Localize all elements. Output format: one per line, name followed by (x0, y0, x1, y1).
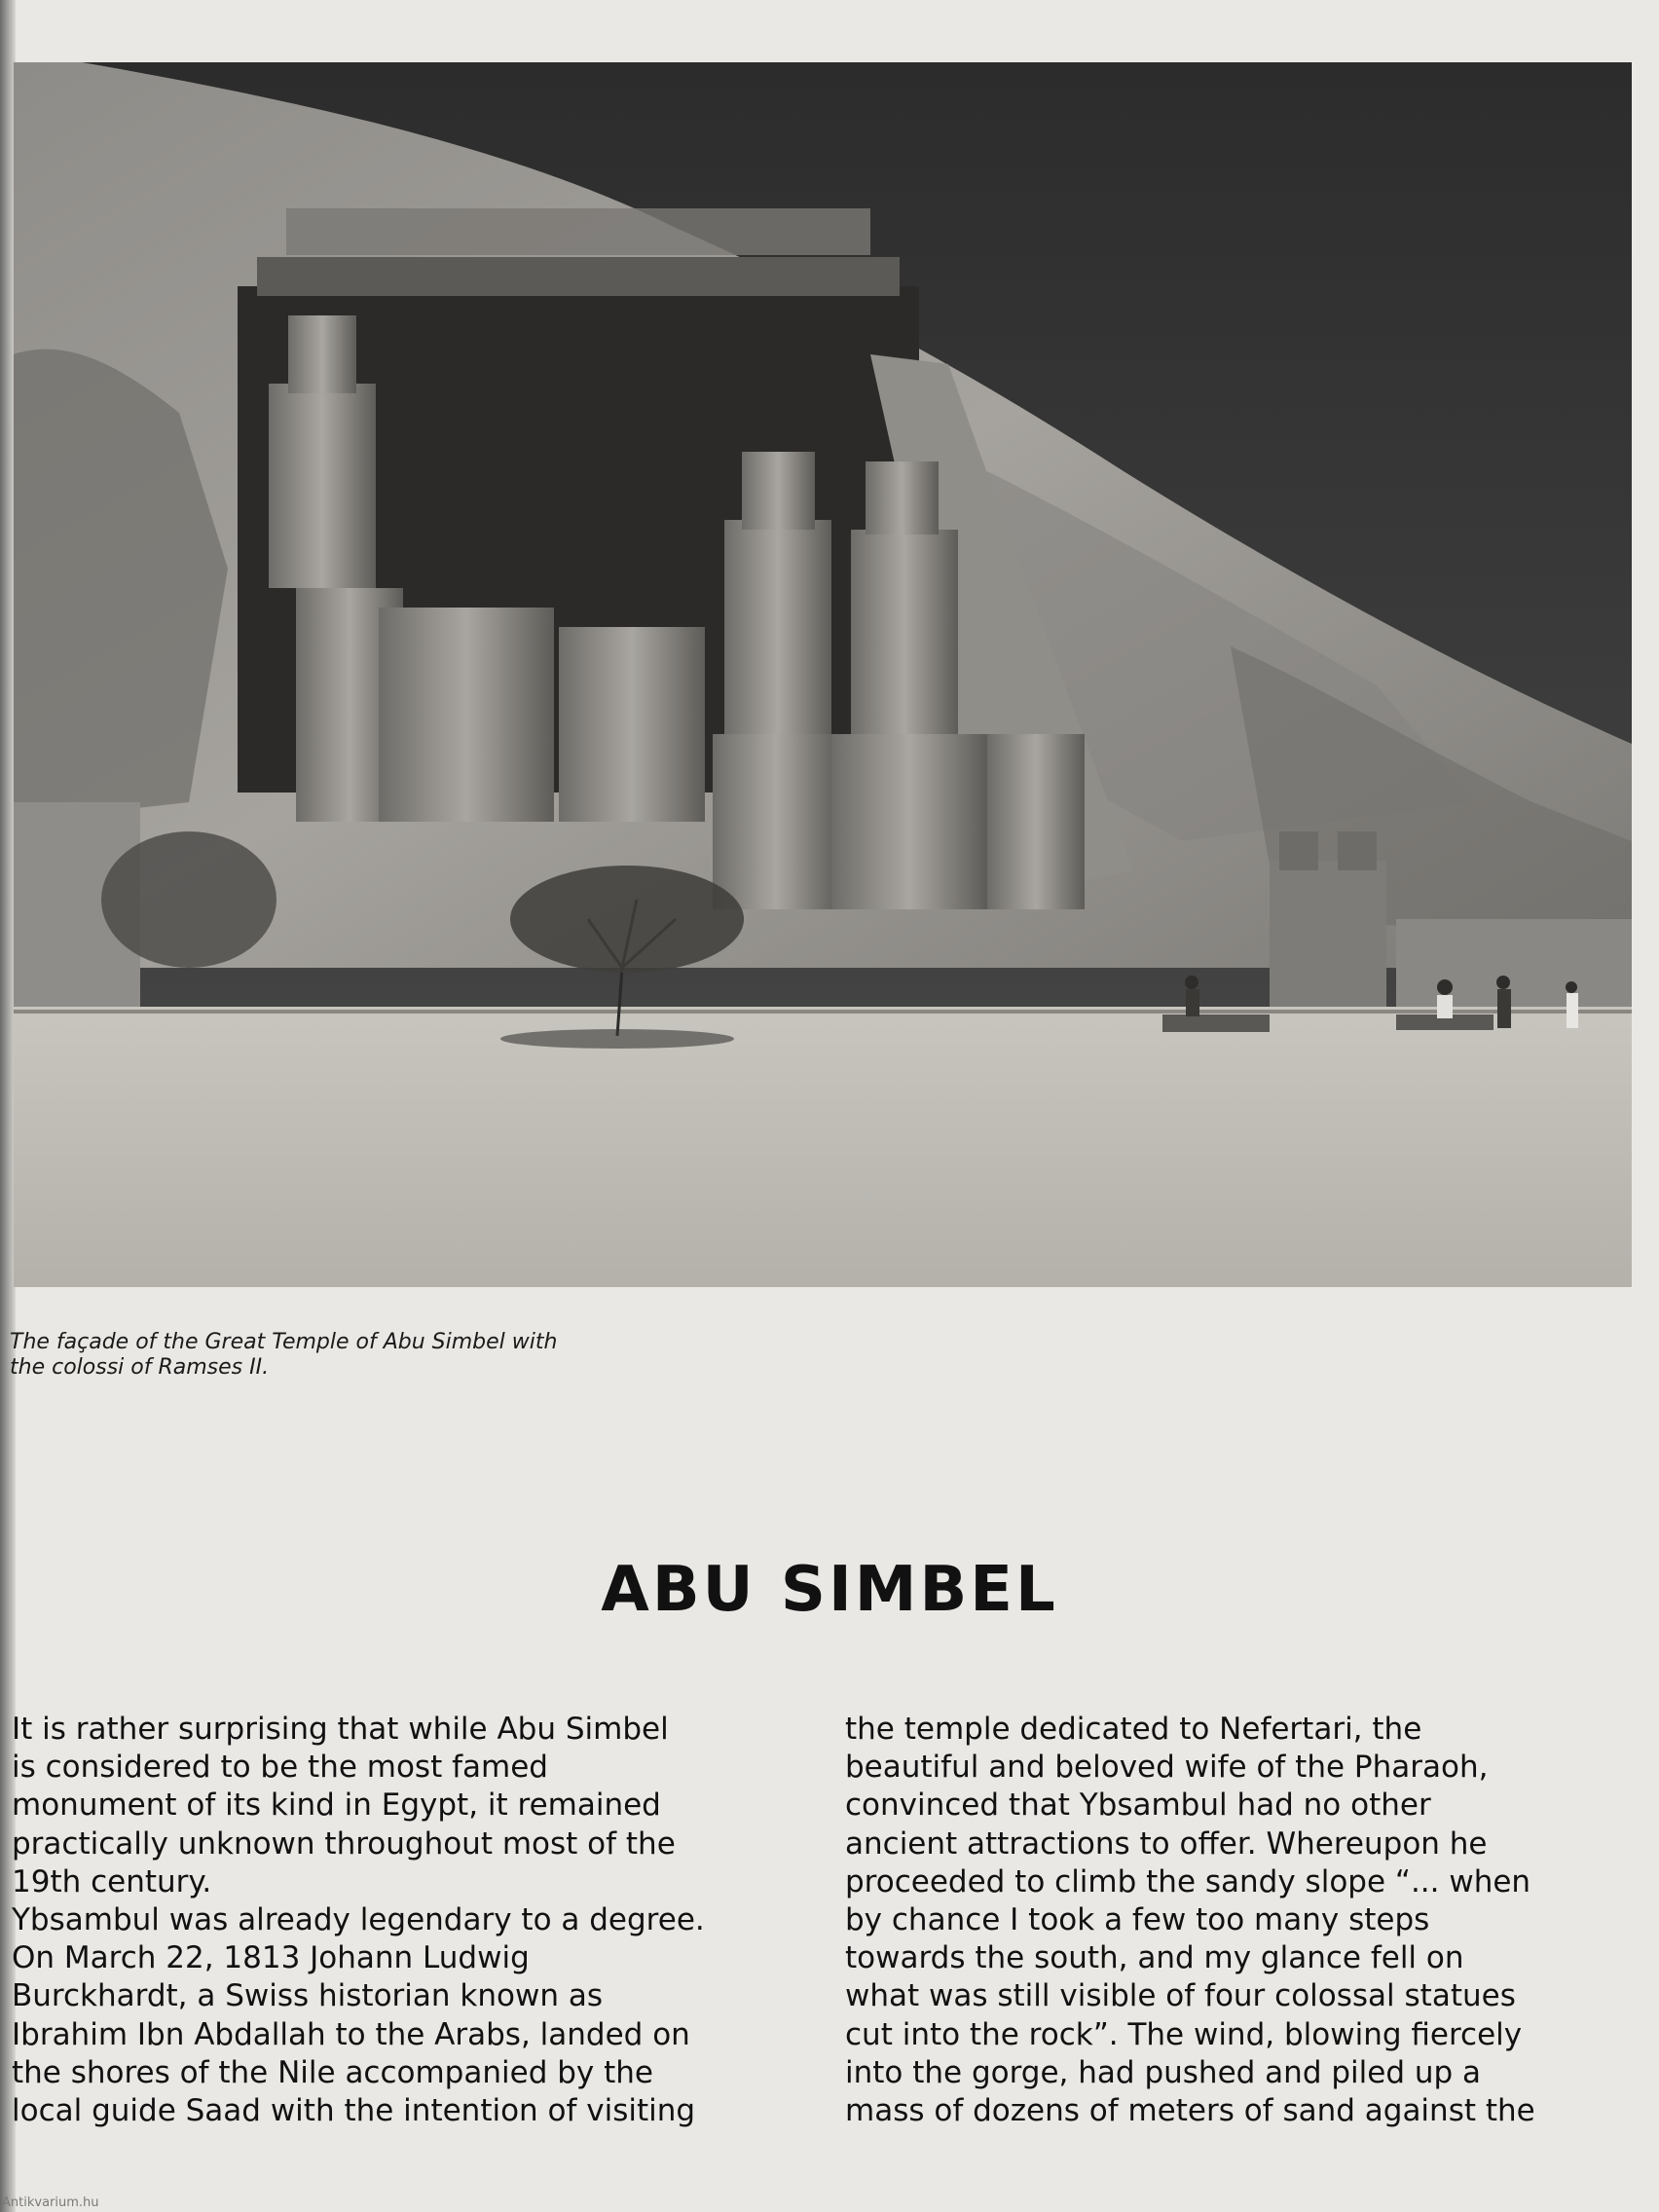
text-line: Burckhardt, a Swiss historian known as (12, 1978, 603, 2014)
text-line: is considered to be the most famed (12, 1750, 548, 1786)
text-line: the temple dedicated to Nefertari, the (845, 1712, 1422, 1747)
text-line: proceeded to climb the sandy slope “... when (845, 1863, 1531, 1899)
text-line: Ibrahim Ibn Abdallah to the Arabs, landed on (12, 2016, 690, 2052)
text-line: what was still visible of four colossal statues (845, 1978, 1516, 2014)
text-line: practically unknown throughout most of the (12, 1825, 676, 1862)
caption-line: The façade of the Great Temple of Abu Simbel with (10, 1330, 558, 1354)
page-title: ABU SIMBEL (601, 1554, 1058, 1626)
text-line: ancient attractions to offer. Whereupon he (845, 1825, 1488, 1862)
text-line: towards the south, and my glance fell on (845, 1940, 1464, 1976)
photo-caption (10, 1330, 691, 1381)
text-line: On March 22, 1813 Johann Ludwig (12, 1940, 530, 1976)
text-line: It is rather surprising that while Abu Simbel (12, 1712, 669, 1747)
text-line: convinced that Ybsambul had no other (845, 1788, 1431, 1824)
text-line: monument of its kind in Egypt, it remained (12, 1788, 661, 1824)
text-line: local guide Saad with the intention of visiting (12, 2093, 696, 2129)
text-line: 19th century. (12, 1863, 212, 1899)
text-line: into the gorge, had pushed and piled up a (845, 2054, 1482, 2090)
body-column-left (12, 1711, 820, 2130)
text-line: Ybsambul was already legendary to a degree. (12, 1902, 705, 1938)
text-line: the shores of the Nile accompanied by the (12, 2054, 653, 2090)
text-line: beautiful and beloved wife of the Pharaoh, (845, 1750, 1489, 1786)
temple-photograph (14, 62, 1632, 1287)
watermark: Antikvarium.hu (2, 2195, 99, 2210)
caption-line: the colossi of Ramses II. (10, 1355, 270, 1380)
body-column-right (845, 1711, 1653, 2130)
text-line: mass of dozens of meters of sand against the (845, 2093, 1535, 2129)
text-line: by chance I took a few too many steps (845, 1902, 1430, 1938)
text-line: cut into the rock”. The wind, blowing fiercely (845, 2016, 1523, 2052)
